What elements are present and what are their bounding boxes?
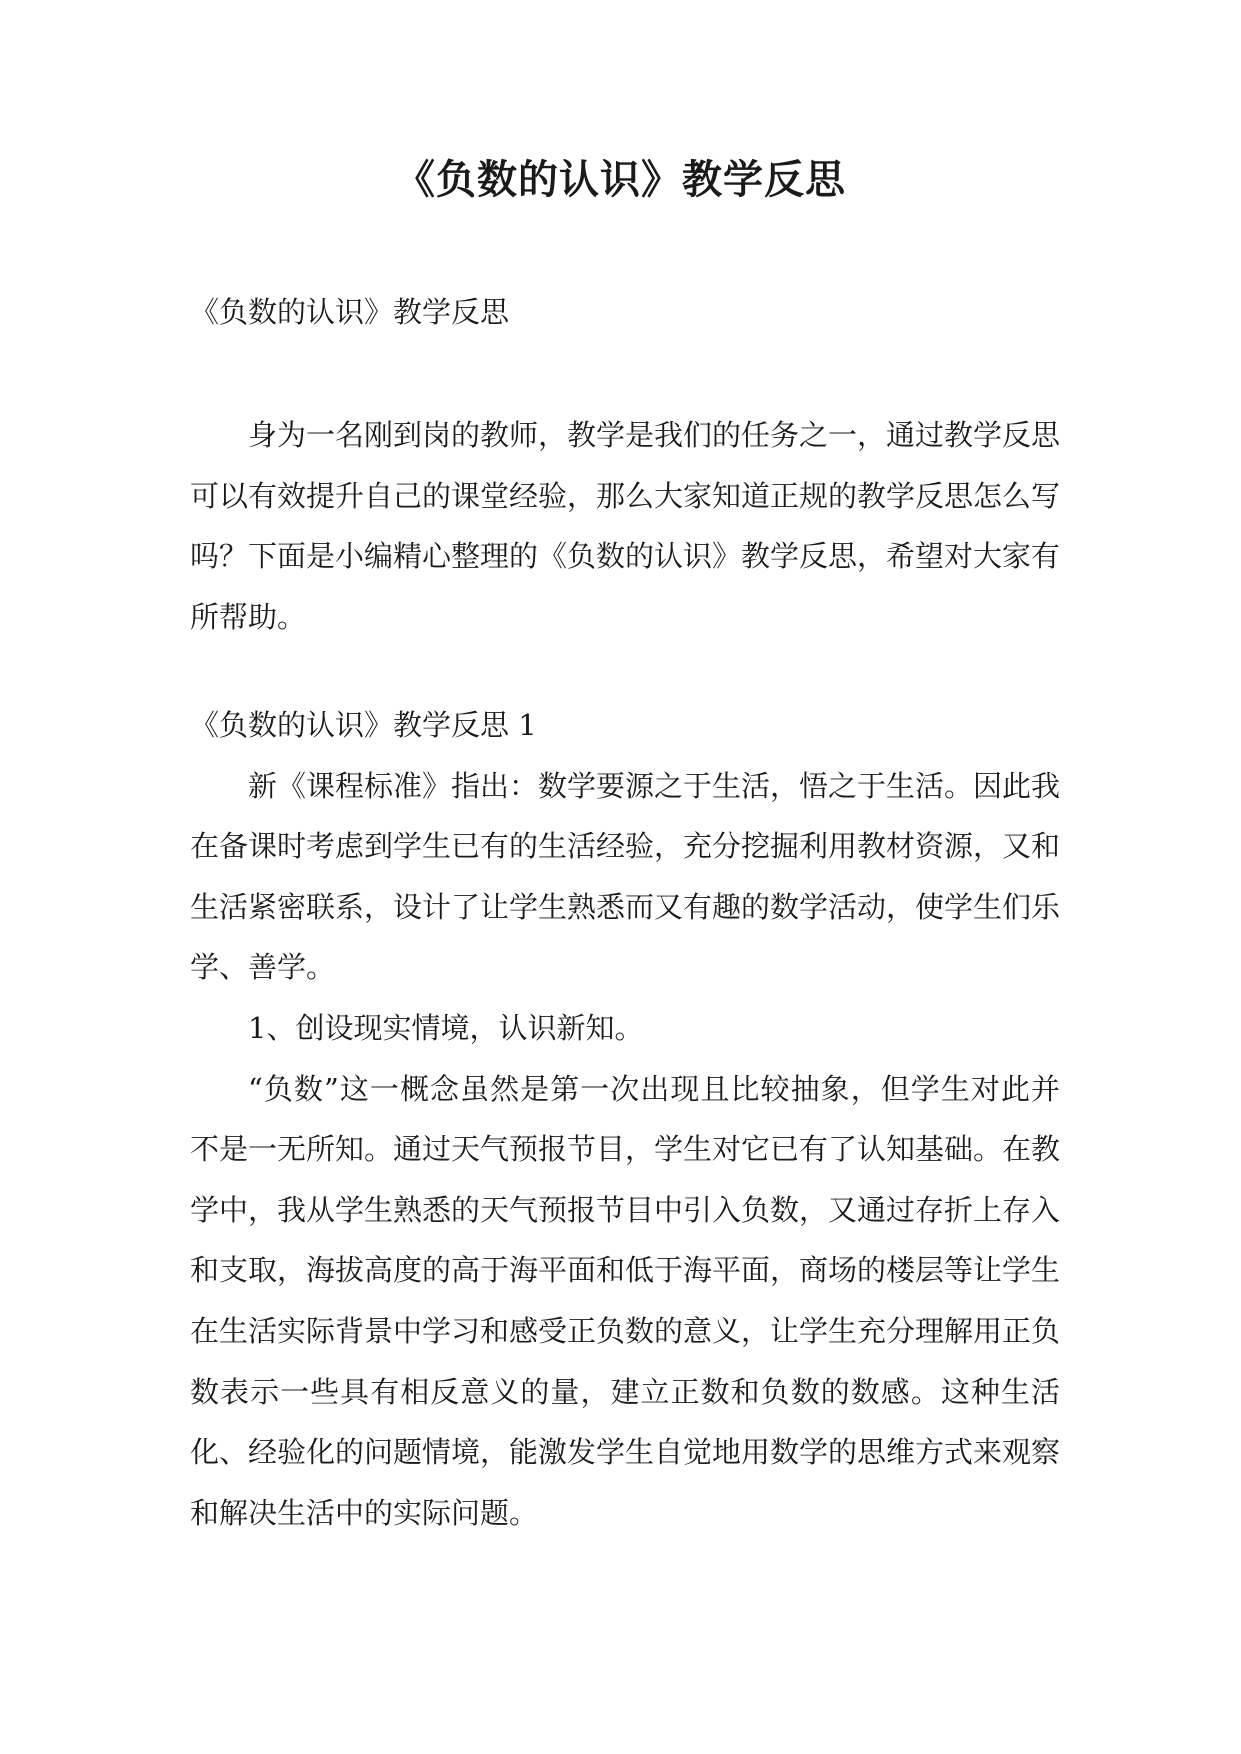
body-paragraph: 1、创设现实情境，认识新知。 [248, 1010, 644, 1045]
body-paragraph: 新《课程标准》指出：数学要源之于生活，悟之于生活。因此我在备课时考虑到学生已有的生活经验，充分挖掘利用教材资源，又和生活紧密联系，设计了让学生熟悉而又有趣的数学活动，使学生们乐学、善学。 [190, 768, 1061, 985]
body-paragraph: “负数”这一概念虽然是第一次出现且比较抽象，但学生对此并不是一无所知。通过天气预报节目，学生对它已有了认知基础。在教学中，我从学生熟悉的天气预报节目中引入负数，又通过存折上存入和支取，海拔高度的高于海平面和低于海平面，商场的楼层等让学生在生活实际背景中学习和感受正负数的意义，让学生充分理解用正负数表示一些具有相反意义的量，建立正数和负数的数感。这种生活化、经验化的问题情境，能激发学生自觉地用数学的思维方式来观察和解决生活中的实际问题。 [190, 1071, 1061, 1530]
section-1 [190, 695, 1060, 1543]
document-title: 《负数的认识》教学反思 [395, 156, 846, 203]
intro-block [190, 405, 1060, 647]
section-heading: 《负数的认识》教学反思 1 [190, 708, 537, 742]
intro-paragraph: 身为一名刚到岗的教师，教学是我们的任务之一，通过教学反思可以有效提升自己的课堂经验，那么大家知道正规的教学反思怎么写吗？下面是小编精心整理的《负数的认识》教学反思，希望对大家有所帮助。 [190, 418, 1061, 634]
document-subtitle: 《负数的认识》教学反思 [190, 295, 510, 329]
